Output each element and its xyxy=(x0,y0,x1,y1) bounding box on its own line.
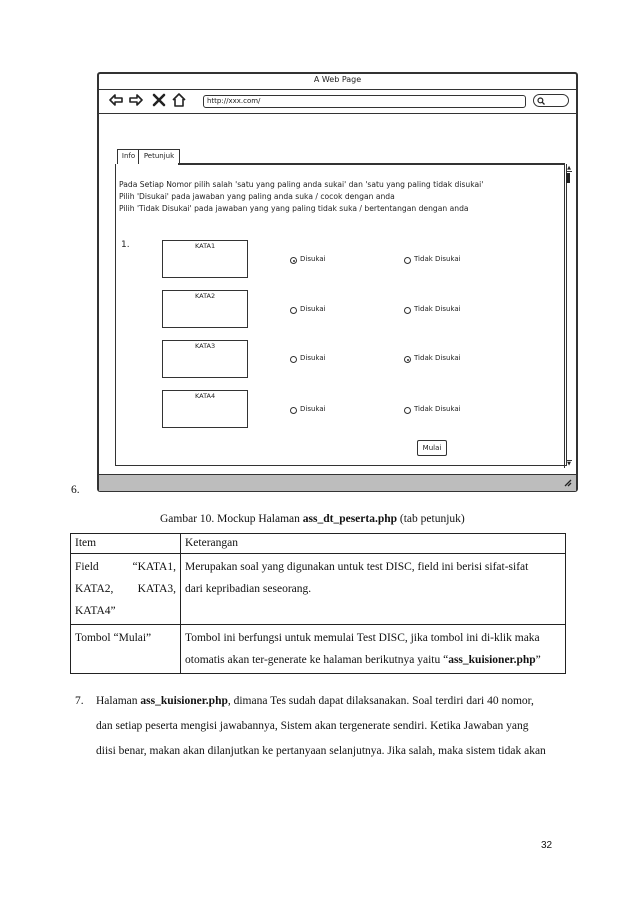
cell-text: “KATA1, xyxy=(132,561,176,573)
mockup-search-box xyxy=(533,94,569,107)
list-number-6: 6. xyxy=(71,484,80,496)
mockup-kata-label: KATA1 xyxy=(195,242,216,250)
mockup-mulai-button: Mulai xyxy=(417,440,447,456)
table-header-item: Item xyxy=(71,534,181,554)
figure-caption xyxy=(160,513,465,525)
caption-filename: ass_dt_peserta.php xyxy=(302,513,398,525)
radio-dislike-label: Tidak Disukai xyxy=(414,405,461,413)
page-number: 32 xyxy=(541,840,553,851)
mockup-kata-label: KATA3 xyxy=(195,342,216,350)
mockup-instruction-3: Pilih 'Tidak Disukai' pada jawaban yang yang paling tidak suka / bertentangan dengan anda xyxy=(119,204,469,213)
radio-like-label: Disukai xyxy=(300,305,326,313)
table-cell-description xyxy=(181,625,566,674)
radio-like xyxy=(290,356,297,363)
radio-like-label: Disukai xyxy=(300,255,326,263)
cell-text xyxy=(185,649,561,671)
radio-dislike xyxy=(404,407,411,414)
radio-dislike-label: Tidak Disukai xyxy=(414,305,461,313)
paragraph-filename: ass_kuisioner.php xyxy=(140,695,228,707)
mockup-tab-petunjuk: Petunjuk xyxy=(138,149,180,164)
browser-mockup xyxy=(97,72,578,492)
home-icon xyxy=(172,93,186,107)
mockup-titlebar xyxy=(99,74,576,90)
radio-like xyxy=(290,307,297,314)
cell-text: Field xyxy=(75,561,99,573)
radio-like-label: Disukai xyxy=(300,354,326,362)
mockup-navbar xyxy=(99,89,576,114)
cell-filename: ass_kuisioner.php xyxy=(448,654,536,666)
caption-suffix: (tab petunjuk) xyxy=(397,513,465,525)
mockup-scrollbar: ▲ ▼ xyxy=(564,164,573,468)
cell-text: KATA4” xyxy=(75,605,116,617)
radio-like xyxy=(290,407,297,414)
table-cell-item: Tombol “Mulai” xyxy=(71,625,181,674)
paragraph-7-line-1 xyxy=(96,695,534,707)
radio-like-selected xyxy=(290,257,297,264)
cell-text: KATA3, xyxy=(137,583,176,595)
forward-arrow-icon xyxy=(129,93,143,107)
radio-dislike-label: Tidak Disukai xyxy=(414,255,461,263)
radio-dislike-label: Tidak Disukai xyxy=(414,354,461,362)
close-icon xyxy=(152,93,166,107)
radio-dislike-selected xyxy=(404,356,411,363)
resize-grip-icon xyxy=(563,478,572,487)
mockup-url-field: http://xxx.com/ xyxy=(203,95,526,108)
mockup-kata-label: KATA2 xyxy=(195,292,216,300)
table-header-keterangan: Keterangan xyxy=(181,534,566,554)
table-cell-item xyxy=(71,554,181,625)
cell-text: otomatis akan ter-generate ke halaman berikutnya yaitu “ xyxy=(185,654,449,666)
search-icon xyxy=(537,97,545,105)
table-row xyxy=(71,625,566,674)
mockup-question-number: 1. xyxy=(121,240,130,250)
caption-prefix: Gambar 10. Mockup Halaman xyxy=(160,513,303,525)
back-arrow-icon xyxy=(109,93,123,107)
radio-like-label: Disukai xyxy=(300,405,326,413)
cell-text: ” xyxy=(535,654,541,666)
cell-text: dari kepribadian seseorang. xyxy=(185,583,312,595)
paragraph-text: , dimana Tes sudah dapat dilaksanakan. Soal terdiri dari 40 nomor, xyxy=(227,695,534,707)
table-cell-description xyxy=(181,554,566,625)
table-header-row xyxy=(71,534,566,554)
radio-dislike xyxy=(404,307,411,314)
mockup-tab-info: Info xyxy=(117,149,140,164)
cell-text: Merupakan soal yang digunakan untuk test DISC, field ini berisi sifat-sifat xyxy=(185,561,529,573)
mockup-instruction-1: Pada Setiap Nomor pilih salah 'satu yang paling anda sukai' dan 'satu yang paling tidak disukai' xyxy=(119,180,484,189)
paragraph-7-line-2: dan setiap peserta mengisi jawabannya, Sistem akan tergenerate sendiri. Ketika Jawaban yang xyxy=(96,720,529,732)
cell-text: KATA2, xyxy=(75,583,114,595)
mockup-kata-label: KATA4 xyxy=(195,392,216,400)
list-number-7: 7. xyxy=(75,695,84,707)
paragraph-7-line-3: diisi benar, makan akan dilanjutkan ke pertanyaan selanjutnya. Jika salah, maka sistem tidak akan xyxy=(96,745,546,757)
mockup-instruction-2: Pilih 'Disukai' pada jawaban yang paling anda suka / cocok dengan anda xyxy=(119,192,395,201)
cell-text: Tombol ini berfungsi untuk memulai Test DISC, jika tombol ini di-klik maka xyxy=(185,632,540,644)
mockup-window-title: A Web Page xyxy=(313,75,362,84)
mockup-statusbar xyxy=(99,474,576,491)
radio-dislike xyxy=(404,257,411,264)
paragraph-text: Halaman xyxy=(96,695,141,707)
description-table xyxy=(70,533,566,674)
table-row xyxy=(71,554,566,625)
